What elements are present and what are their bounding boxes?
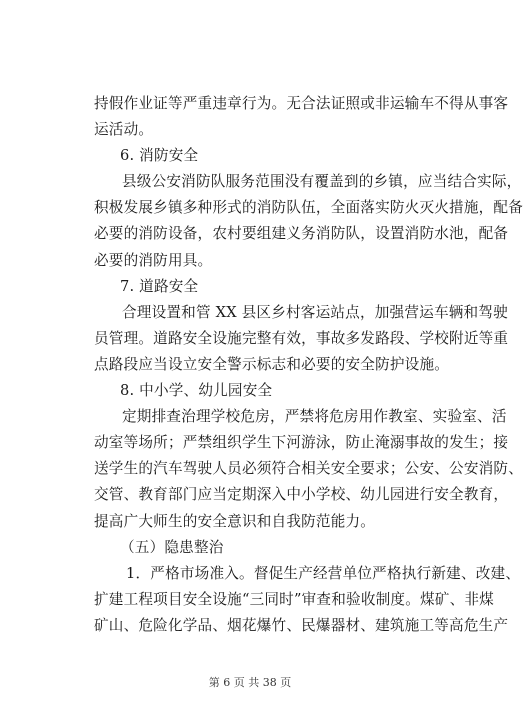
section-heading: 7. 道路安全	[120, 277, 199, 295]
text-line: 送学生的汽车驾驶人员必须符合相关安全要求；公安、公安消防、	[94, 460, 523, 478]
text-line: 动室等场所；严禁组织学生下河游泳，防止淹溺事故的发生；接	[94, 434, 509, 452]
text-line: 必要的消防设备，农村要组建义务消防队，设置消防水池，配备	[94, 225, 509, 243]
text-line: 员管理。道路安全设施完整有效，事故多发路段、学校附近等重	[94, 329, 509, 347]
text-line: 点路段应当设立安全警示标志和必要的安全防护设施。	[94, 355, 450, 373]
text-line: 运活动。	[94, 121, 154, 139]
section-heading: 8. 中小学、幼儿园安全	[120, 382, 273, 400]
text-line: 提高广大师生的安全意识和自我防范能力。	[94, 512, 376, 530]
section-heading: 6. 消防安全	[120, 147, 199, 165]
text-line: 交管、教育部门应当定期深入中小学校、幼儿园进行安全教育，	[94, 486, 509, 504]
page-number-footer: 第 6 页 共 38 页	[208, 676, 292, 689]
text-line: 持假作业证等严重违章行为。无合法证照或非运输车不得从事客	[94, 95, 509, 112]
document-body	[94, 91, 523, 639]
text-line: 必要的消防用具。	[94, 251, 213, 269]
text-line: 定期排查治理学校危房，严禁将危房用作教室、实验室、活	[122, 408, 507, 426]
text-line: 积极发展乡镇多种形式的消防队伍，全面落实防火灭火措施，配备	[94, 199, 523, 217]
text-line: 1．严格市场准入。督促生产经营单位严格执行新建、改建、	[126, 564, 521, 582]
text-line: 县级公安消防队服务范围没有覆盖到的乡镇，应当结合实际，	[122, 173, 522, 191]
text-line: 矿山、危险化学品、烟花爆竹、民爆器材、建筑施工等高危生产	[94, 616, 509, 634]
text-line: 合理设置和管 XX 县区乡村客运站点，加强营运车辆和驾驶	[122, 303, 508, 321]
section-heading: （五）隐患整治	[120, 538, 224, 556]
text-line: 扩建工程项目安全设施“三同时”审查和验收制度。煤矿、非煤	[94, 590, 494, 608]
